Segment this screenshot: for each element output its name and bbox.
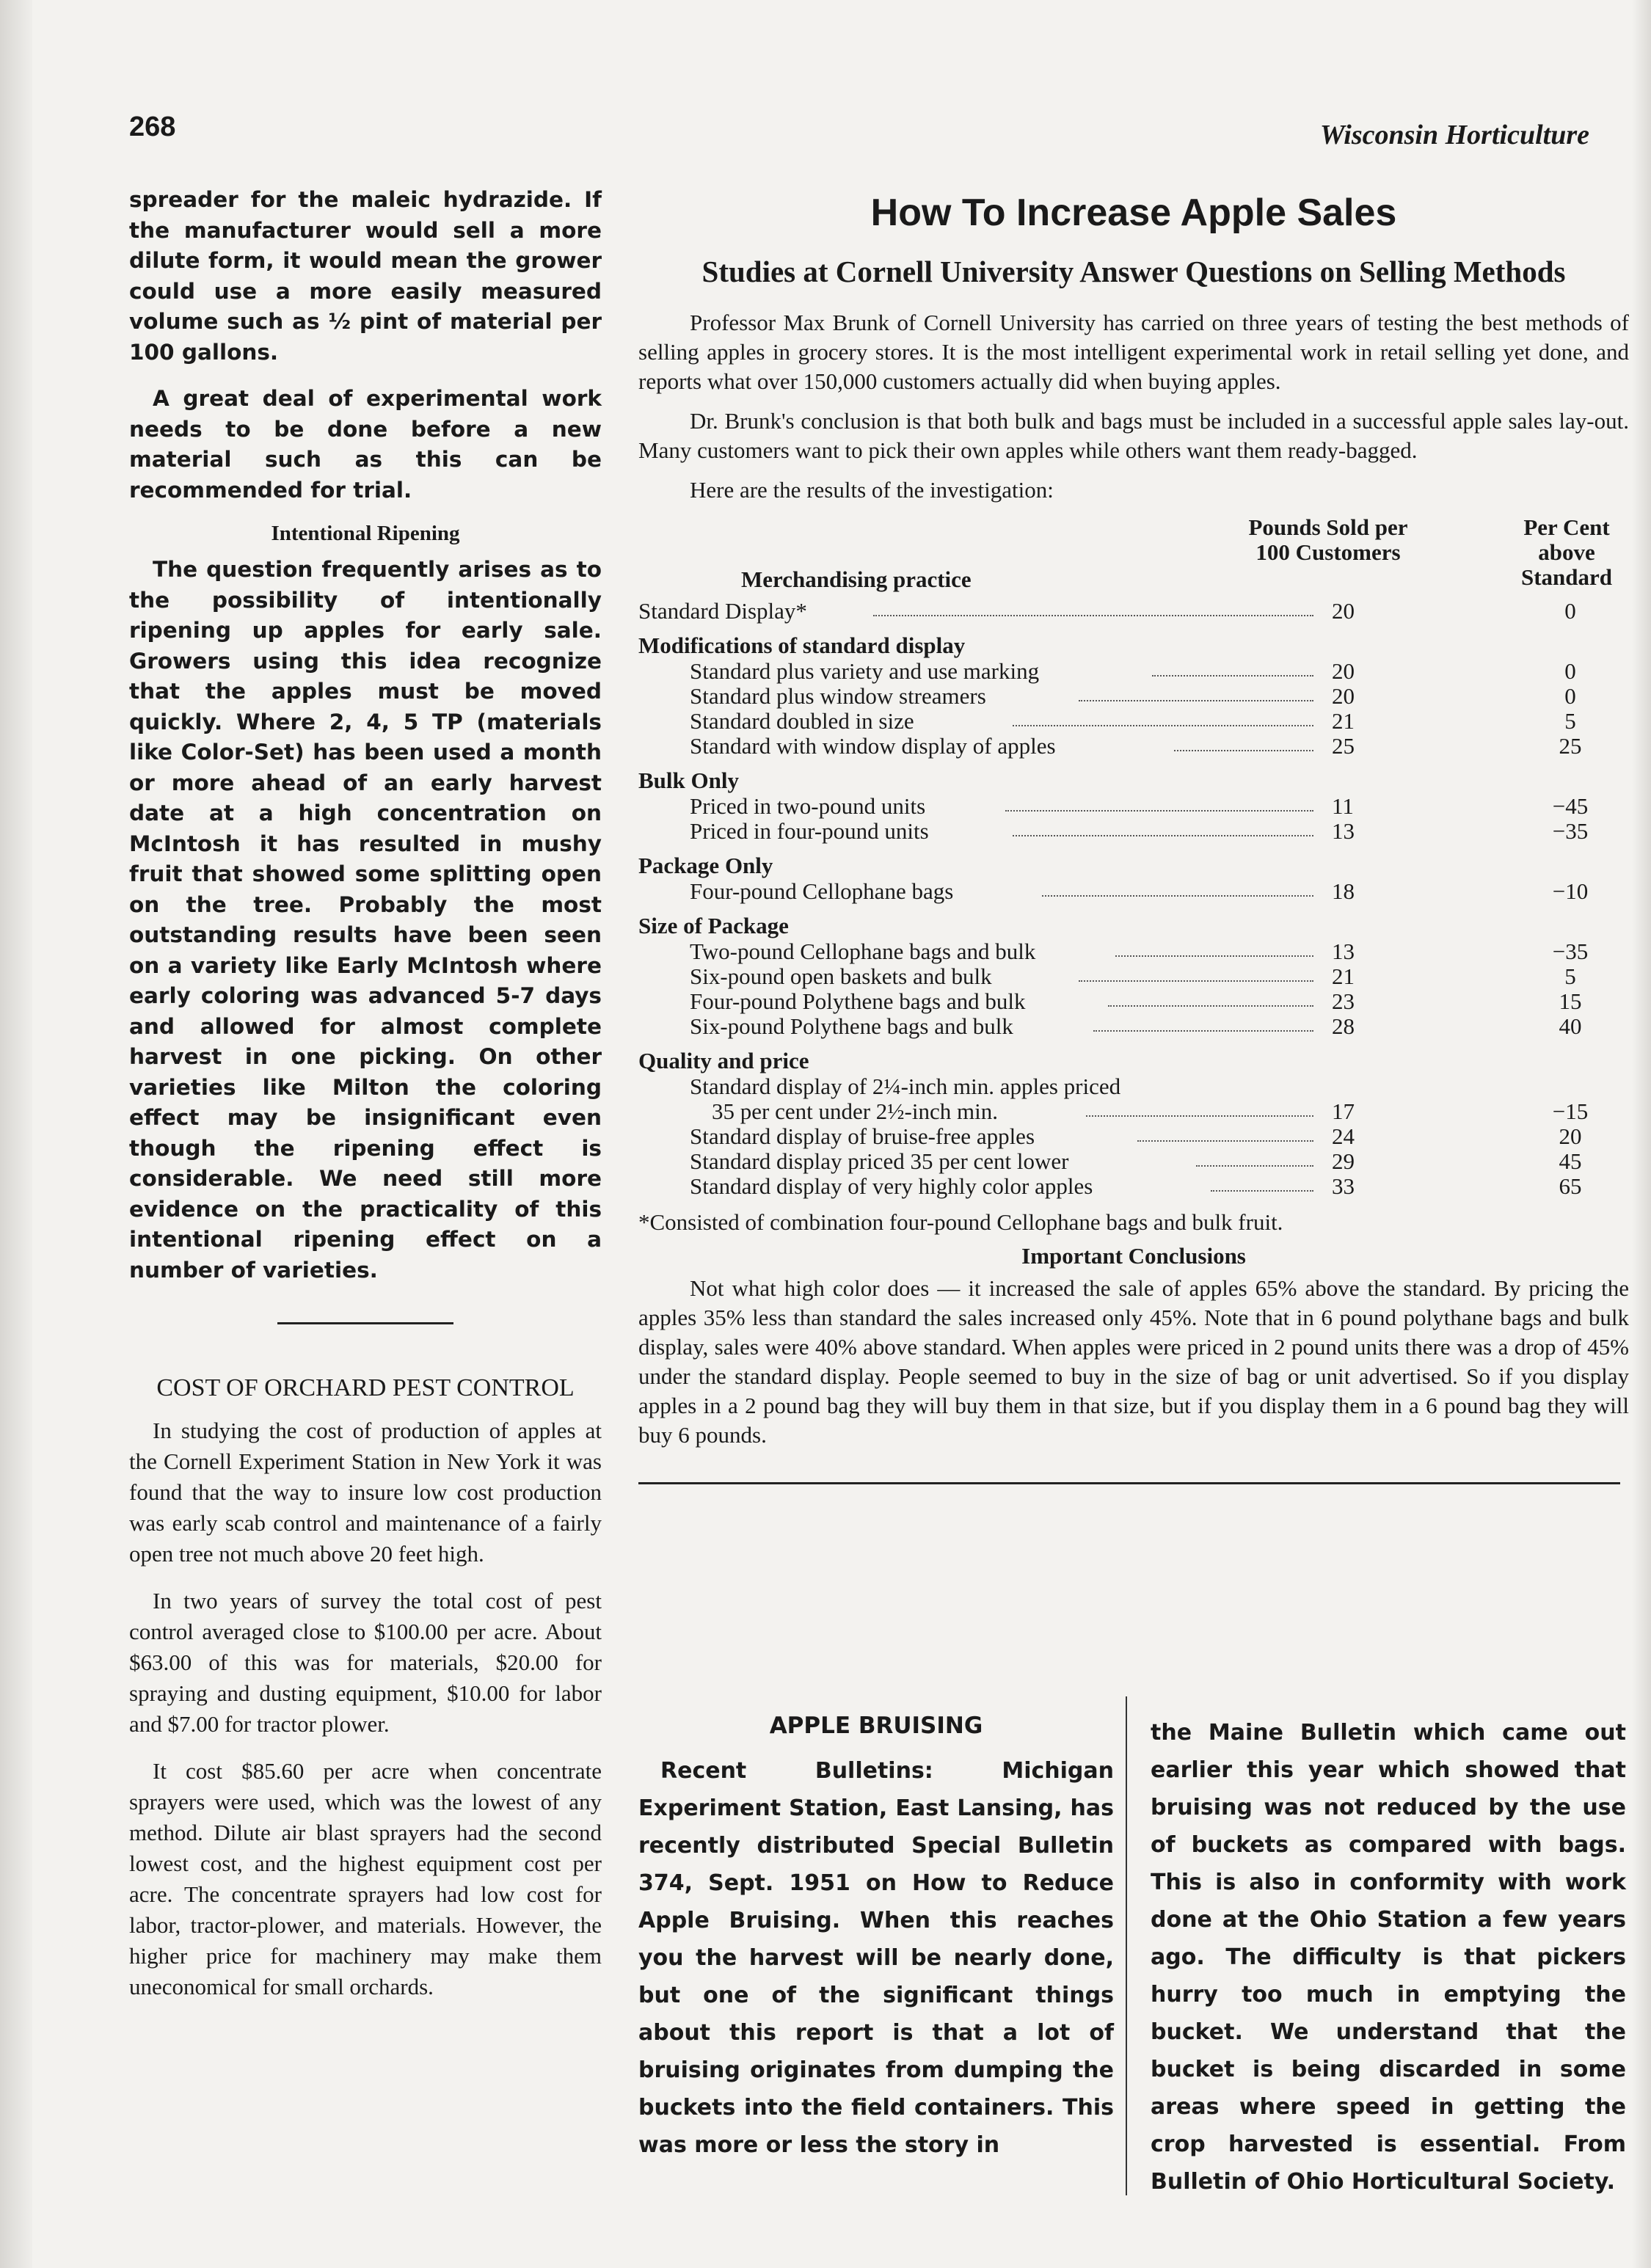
table-header	[638, 515, 1629, 594]
row-sold: 18	[1332, 878, 1355, 904]
row-sold: 13	[1332, 818, 1355, 844]
row-percent: 0	[1564, 683, 1576, 709]
leader-dots	[1079, 980, 1313, 982]
leader-dots	[1086, 1115, 1313, 1117]
row-percent: 0	[1564, 598, 1576, 624]
row-label: 35 per cent under 2½-inch min.	[712, 1098, 998, 1124]
left-column	[129, 185, 602, 2019]
table-category: Bulk Only	[638, 767, 739, 793]
row-sold: 25	[1332, 733, 1355, 759]
table-row	[638, 964, 1629, 989]
table-row	[638, 684, 1629, 709]
table-row	[638, 939, 1629, 964]
row-label: Standard display of 2¼-inch min. apples priced	[690, 1073, 1121, 1099]
row-sold: 17	[1332, 1098, 1355, 1124]
scan-shadow-right	[1632, 0, 1651, 2268]
row-percent: −35	[1552, 938, 1589, 964]
row-percent: −10	[1552, 878, 1589, 904]
leader-dots	[1005, 810, 1313, 812]
row-label: Standard Display*	[638, 598, 807, 624]
table-row	[638, 709, 1629, 734]
row-label: Two-pound Cellophane bags and bulk	[690, 938, 1036, 964]
table-row	[638, 599, 1629, 624]
table-row	[638, 1099, 1629, 1124]
leader-dots	[1093, 1030, 1313, 1032]
row-percent: 25	[1559, 733, 1582, 759]
row-label: Standard display of bruise-free apples	[690, 1123, 1035, 1149]
table-row	[638, 659, 1629, 684]
table-row	[638, 1124, 1629, 1149]
row-sold: 29	[1332, 1148, 1355, 1174]
table-row	[638, 1174, 1629, 1199]
leader-dots	[1152, 675, 1313, 677]
row-percent: 5	[1564, 963, 1576, 989]
column-header-sold: Pounds Sold per 100 Customers	[1248, 514, 1408, 565]
row-label: Standard plus window streamers	[690, 683, 986, 709]
leader-dots	[1174, 750, 1313, 751]
row-label: Standard with window display of apples	[690, 733, 1056, 759]
table-row	[638, 1074, 1629, 1099]
section-heading: Intentional Ripening	[271, 522, 460, 545]
leader-dots	[1013, 835, 1313, 836]
leader-dots	[1115, 955, 1313, 957]
table-footnote: *Consisted of combination four-pound Cellophane bags and bulk fruit.	[638, 1209, 1283, 1235]
row-percent: 5	[1564, 708, 1576, 734]
table-row	[638, 794, 1629, 819]
paragraph: Dr. Brunk's conclusion is that both bulk and bags must be included in a successful apple sales lay-out. Many customers want to pick their own apples while others want them ready-bagged.	[638, 408, 1629, 463]
row-sold: 20	[1332, 598, 1355, 624]
article-title: How To Increase Apple Sales	[870, 192, 1397, 234]
divider	[638, 1482, 1620, 1484]
row-sold: 28	[1332, 1013, 1355, 1039]
row-label: Four-pound Cellophane bags	[690, 878, 954, 904]
table-category: Modifications of standard display	[638, 632, 966, 658]
leader-dots	[1108, 1005, 1313, 1007]
table-row	[638, 879, 1629, 904]
row-percent: −35	[1552, 818, 1589, 844]
paragraph: the Maine Bulletin which came out earlier this year which showed that bruising was not reduced by the use of buckets as compared with bags. This is also in conformity with work done at the Ohio Station a few years ago. The difficulty is that pickers hurry too much in emptying the bucket. We understand that the bucket is being discarded in some areas where speed in getting the crop harvested is essential. From Bulletin of Ohio Horticultural Society.	[1151, 1720, 1626, 2195]
article	[638, 185, 1629, 1484]
row-label: Standard plus variety and use marking	[690, 658, 1040, 684]
section-heading: APPLE BRUISING	[769, 1713, 983, 1739]
row-label: Six-pound open baskets and bulk	[690, 963, 992, 989]
row-label: Standard display priced 35 per cent lower	[690, 1148, 1069, 1174]
paragraph: A great deal of experimental work needs to be done before a new material such as this can be recommended for trial.	[129, 386, 602, 503]
paragraph: Professor Max Brunk of Cornell University has carried on three years of testing the best methods of selling apples in grocery stores. It is the most intelligent experimental work in retail selling yet done, and reports what over 150,000 customers actually did when buying apples.	[638, 310, 1629, 394]
table-category: Size of Package	[638, 913, 789, 938]
row-sold: 21	[1332, 708, 1355, 734]
row-percent: 15	[1559, 988, 1582, 1014]
paragraph: Recent Bulletins: Michigan Experiment Station, East Lansing, has recently distributed Special Bulletin 374, Sept. 1951 on How to Reduce Apple Bruising. When this reaches you the harvest will be nearly done, but one of the significant things about this report is that a lot of bruising originates from dumping the buckets into the field containers. This was more or less the story in	[638, 1758, 1114, 2158]
paragraph: In studying the cost of production of apples at the Cornell Experiment Station in New York it was found that the way to insure low cost production was early scab control and maintenance of a fairly open tree not much above 20 feet high.	[129, 1418, 602, 1567]
row-percent: −45	[1552, 793, 1589, 819]
divider	[277, 1322, 453, 1324]
table-row	[638, 1014, 1629, 1039]
row-sold: 20	[1332, 658, 1355, 684]
paragraph: spreader for the maleic hydrazide. If the manufacturer would sell a more dilute form, it would mean the grower could use a more easily measured volume such as ½ pint of material per 100 gallons.	[129, 187, 602, 365]
row-sold: 13	[1332, 938, 1355, 964]
bruising-column-1	[638, 1705, 1114, 2164]
column-header-practice: Merchandising practice	[741, 566, 972, 592]
table-row	[638, 989, 1629, 1014]
leader-dots	[1079, 700, 1313, 701]
row-percent: 0	[1564, 658, 1576, 684]
row-sold: 23	[1332, 988, 1355, 1014]
row-label: Standard doubled in size	[690, 708, 914, 734]
row-label: Priced in two-pound units	[690, 793, 926, 819]
leader-dots	[1013, 725, 1313, 726]
row-sold: 20	[1332, 683, 1355, 709]
row-sold: 24	[1332, 1123, 1355, 1149]
leader-dots	[873, 615, 1313, 616]
section-heading: COST OF ORCHARD PEST CONTROL	[156, 1374, 575, 1401]
table-row	[638, 819, 1629, 844]
scan-shadow-left	[0, 0, 32, 2268]
bruising-column-2	[1151, 1714, 1626, 2200]
paragraph: The question frequently arises as to the possibility of intentionally ripening up apples for early sale. Growers using this idea recognize that the apples must be moved quickly. Where 2, 4, 5 TP (materials like Color-Set) has been used a month or more ahead of an early harvest date at a high concentration on McIntosh it has resulted in mushy fruit that showed some splitting open on the tree. Probably the most outstanding results have been seen on a variety like Early McIntosh where early coloring was advanced 5-7 days and allowed for almost complete harvest in one picking. On other varieties like Milton the coloring effect may be insignificant even though the ripening effect is considerable. We need still more evidence on the practicality of this intentional ripening effect on a number of varieties.	[129, 557, 602, 1283]
row-label: Six-pound Polythene bags and bulk	[690, 1013, 1013, 1039]
row-sold: 33	[1332, 1173, 1355, 1199]
table-category: Quality and price	[638, 1048, 809, 1073]
row-label: Four-pound Polythene bags and bulk	[690, 988, 1026, 1014]
row-percent: 20	[1559, 1123, 1582, 1149]
leader-dots	[1042, 895, 1313, 897]
row-percent: 45	[1559, 1148, 1582, 1174]
paragraph: It cost $85.60 per acre when concentrate sprayers were used, which was the lowest of any method. Dilute air blast sprayers had the second lowest cost, and the highest equipment cost per acre. The concentrate sprayers had low cost for labor, tractor-plower, and materials. However, the higher price for machinery may make them uneconomical for small orchards.	[129, 1758, 602, 1999]
row-percent: −15	[1552, 1098, 1589, 1124]
table-row	[638, 1149, 1629, 1174]
paragraph: Here are the results of the investigation:	[690, 477, 1054, 503]
article-subtitle: Studies at Cornell University Answer Questions on Selling Methods	[701, 255, 1566, 288]
row-sold: 21	[1332, 963, 1355, 989]
paragraph: In two years of survey the total cost of pest control averaged close to $100.00 per acre. About $63.00 of this was for materials, $20.00 for spraying and dusting equipment, $10.00 for labor and $7.00 for tractor plower.	[129, 1588, 602, 1737]
leader-dots	[1211, 1190, 1313, 1192]
table-row	[638, 734, 1629, 759]
row-sold: 11	[1332, 793, 1354, 819]
row-percent: 40	[1559, 1013, 1582, 1039]
paragraph: Not what high color does — it increased the sale of apples 65% above the standard. By pricing the apples 35% less than standard the sales increased only 45%. Note that in 6 pound polythane bags and bulk display, sales were 40% above standard. When apples were priced in 2 pound units there was a drop of 45% under the standard display. People seemed to buy in the size of bag or unit advertised. So if you display apples in a 2 pound bag they will buy them in that size, but if you display them in a 6 pound bag they will buy 6 pounds.	[638, 1275, 1629, 1448]
row-percent: 65	[1559, 1173, 1582, 1199]
column-divider	[1126, 1696, 1127, 2195]
column-header-percent: Per Cent above Standard	[1520, 514, 1613, 590]
row-label: Standard display of very highly color apples	[690, 1173, 1093, 1199]
page-number: 268	[129, 112, 176, 142]
section-heading: Important Conclusions	[1021, 1243, 1246, 1269]
row-label: Priced in four-pound units	[690, 818, 929, 844]
leader-dots	[1137, 1140, 1313, 1142]
table-category: Package Only	[638, 853, 773, 878]
running-title: Wisconsin Horticulture	[1319, 120, 1589, 150]
leader-dots	[1196, 1165, 1313, 1167]
